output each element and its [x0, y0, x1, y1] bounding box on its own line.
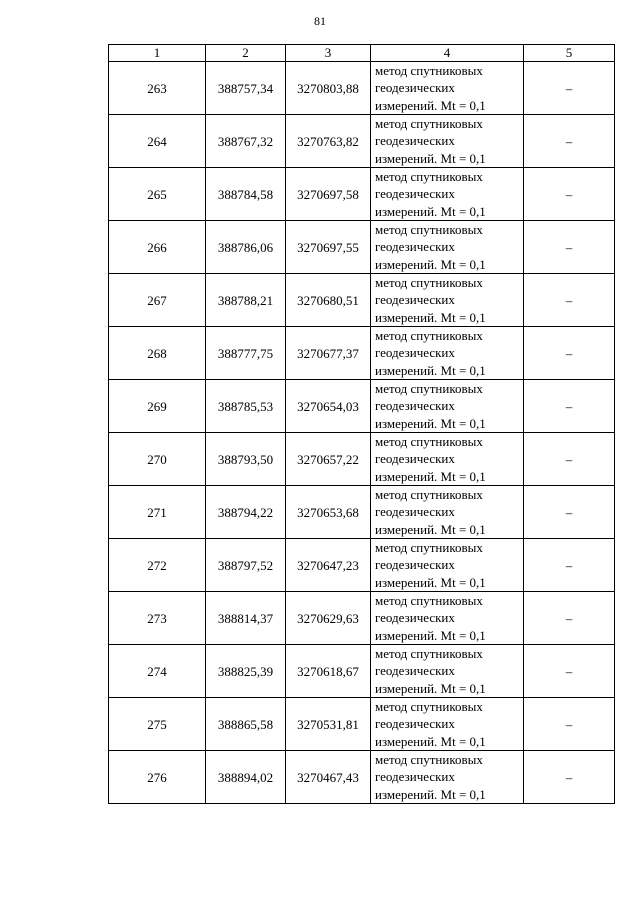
point-number-cell: 269 — [109, 380, 206, 433]
y-coordinate-cell: 3270647,23 — [286, 539, 371, 592]
method-cell — [371, 221, 524, 274]
note-cell: – — [524, 115, 615, 168]
table-row — [109, 380, 615, 433]
method-line: геодезических — [375, 663, 455, 679]
note-cell: – — [524, 327, 615, 380]
method-line: геодезических — [375, 186, 455, 202]
table-row — [109, 115, 615, 168]
y-coordinate-cell: 3270531,81 — [286, 698, 371, 751]
table-row — [109, 168, 615, 221]
note-cell: – — [524, 539, 615, 592]
method-line: измерений. Mt = 0,1 — [375, 362, 486, 378]
method-line: геодезических — [375, 451, 455, 467]
method-cell — [371, 274, 524, 327]
method-cell — [371, 698, 524, 751]
y-coordinate-cell: 3270677,37 — [286, 327, 371, 380]
x-coordinate-cell: 388825,39 — [206, 645, 286, 698]
method-cell — [371, 327, 524, 380]
header-row — [109, 45, 615, 62]
note-cell: – — [524, 274, 615, 327]
table-row — [109, 751, 615, 804]
method-line: измерений. Mt = 0,1 — [375, 521, 486, 537]
y-coordinate-cell: 3270654,03 — [286, 380, 371, 433]
note-cell: – — [524, 698, 615, 751]
method-line: метод спутниковых — [375, 646, 483, 662]
point-number-cell: 275 — [109, 698, 206, 751]
table-row — [109, 62, 615, 115]
method-line: измерений. Mt = 0,1 — [375, 680, 486, 696]
method-line: геодезических — [375, 133, 455, 149]
method-cell — [371, 168, 524, 221]
method-line: геодезических — [375, 769, 455, 785]
method-line: метод спутниковых — [375, 328, 483, 344]
method-line: геодезических — [375, 239, 455, 255]
point-number-cell: 273 — [109, 592, 206, 645]
method-cell — [371, 62, 524, 115]
x-coordinate-cell: 388785,53 — [206, 380, 286, 433]
method-line: геодезических — [375, 292, 455, 308]
x-coordinate-cell: 388777,75 — [206, 327, 286, 380]
method-line: метод спутниковых — [375, 222, 483, 238]
method-line: измерений. Mt = 0,1 — [375, 97, 486, 113]
note-cell: – — [524, 751, 615, 804]
method-line: метод спутниковых — [375, 169, 483, 185]
x-coordinate-cell: 388786,06 — [206, 221, 286, 274]
x-coordinate-cell: 388797,52 — [206, 539, 286, 592]
table-row — [109, 327, 615, 380]
method-line: измерений. Mt = 0,1 — [375, 786, 486, 802]
header-col-5: 5 — [524, 45, 615, 62]
x-coordinate-cell: 388788,21 — [206, 274, 286, 327]
point-number-cell: 267 — [109, 274, 206, 327]
table-row — [109, 539, 615, 592]
header-col-3: 3 — [286, 45, 371, 62]
method-line: метод спутниковых — [375, 487, 483, 503]
method-cell — [371, 592, 524, 645]
method-line: метод спутниковых — [375, 381, 483, 397]
note-cell: – — [524, 62, 615, 115]
note-cell: – — [524, 168, 615, 221]
table-row — [109, 592, 615, 645]
point-number-cell: 266 — [109, 221, 206, 274]
point-number-cell: 271 — [109, 486, 206, 539]
x-coordinate-cell: 388814,37 — [206, 592, 286, 645]
point-number-cell: 270 — [109, 433, 206, 486]
method-cell — [371, 751, 524, 804]
note-cell: – — [524, 645, 615, 698]
y-coordinate-cell: 3270629,63 — [286, 592, 371, 645]
y-coordinate-cell: 3270653,68 — [286, 486, 371, 539]
x-coordinate-cell: 388757,34 — [206, 62, 286, 115]
method-line: геодезических — [375, 345, 455, 361]
point-number-cell: 265 — [109, 168, 206, 221]
x-coordinate-cell: 388784,58 — [206, 168, 286, 221]
table-row — [109, 645, 615, 698]
table-row — [109, 486, 615, 539]
method-cell — [371, 380, 524, 433]
method-line: измерений. Mt = 0,1 — [375, 733, 486, 749]
method-cell — [371, 486, 524, 539]
method-line: измерений. Mt = 0,1 — [375, 203, 486, 219]
method-line: метод спутниковых — [375, 275, 483, 291]
y-coordinate-cell: 3270467,43 — [286, 751, 371, 804]
method-line: метод спутниковых — [375, 699, 483, 715]
note-cell: – — [524, 486, 615, 539]
method-line: геодезических — [375, 504, 455, 520]
method-line: измерений. Mt = 0,1 — [375, 627, 486, 643]
method-line: метод спутниковых — [375, 116, 483, 132]
header-col-2: 2 — [206, 45, 286, 62]
header-col-1: 1 — [109, 45, 206, 62]
point-number-cell: 272 — [109, 539, 206, 592]
method-line: измерений. Mt = 0,1 — [375, 574, 486, 590]
table-row — [109, 433, 615, 486]
note-cell: – — [524, 221, 615, 274]
coordinates-table — [108, 44, 615, 804]
y-coordinate-cell: 3270763,82 — [286, 115, 371, 168]
method-line: измерений. Mt = 0,1 — [375, 309, 486, 325]
method-line: геодезических — [375, 610, 455, 626]
point-number-cell: 276 — [109, 751, 206, 804]
table-row — [109, 274, 615, 327]
method-line: метод спутниковых — [375, 434, 483, 450]
point-number-cell: 263 — [109, 62, 206, 115]
point-number-cell: 274 — [109, 645, 206, 698]
method-line: измерений. Mt = 0,1 — [375, 468, 486, 484]
x-coordinate-cell: 388767,32 — [206, 115, 286, 168]
method-line: геодезических — [375, 398, 455, 414]
note-cell: – — [524, 433, 615, 486]
y-coordinate-cell: 3270697,55 — [286, 221, 371, 274]
y-coordinate-cell: 3270680,51 — [286, 274, 371, 327]
method-cell — [371, 645, 524, 698]
x-coordinate-cell: 388793,50 — [206, 433, 286, 486]
method-cell — [371, 115, 524, 168]
x-coordinate-cell: 388794,22 — [206, 486, 286, 539]
y-coordinate-cell: 3270657,22 — [286, 433, 371, 486]
y-coordinate-cell: 3270803,88 — [286, 62, 371, 115]
method-cell — [371, 433, 524, 486]
x-coordinate-cell: 388865,58 — [206, 698, 286, 751]
method-line: метод спутниковых — [375, 752, 483, 768]
method-cell — [371, 539, 524, 592]
method-line: геодезических — [375, 80, 455, 96]
point-number-cell: 268 — [109, 327, 206, 380]
method-line: метод спутниковых — [375, 540, 483, 556]
table-row — [109, 698, 615, 751]
point-number-cell: 264 — [109, 115, 206, 168]
table-header — [109, 45, 615, 62]
method-line: метод спутниковых — [375, 63, 483, 79]
table-row — [109, 221, 615, 274]
y-coordinate-cell: 3270697,58 — [286, 168, 371, 221]
page-number: 81 — [314, 14, 326, 28]
y-coordinate-cell: 3270618,67 — [286, 645, 371, 698]
note-cell: – — [524, 592, 615, 645]
table-body — [109, 62, 615, 804]
x-coordinate-cell: 388894,02 — [206, 751, 286, 804]
method-line: геодезических — [375, 557, 455, 573]
method-line: измерений. Mt = 0,1 — [375, 256, 486, 272]
note-cell: – — [524, 380, 615, 433]
method-line: измерений. Mt = 0,1 — [375, 150, 486, 166]
header-col-4: 4 — [371, 45, 524, 62]
method-line: геодезических — [375, 716, 455, 732]
method-line: метод спутниковых — [375, 593, 483, 609]
method-line: измерений. Mt = 0,1 — [375, 415, 486, 431]
